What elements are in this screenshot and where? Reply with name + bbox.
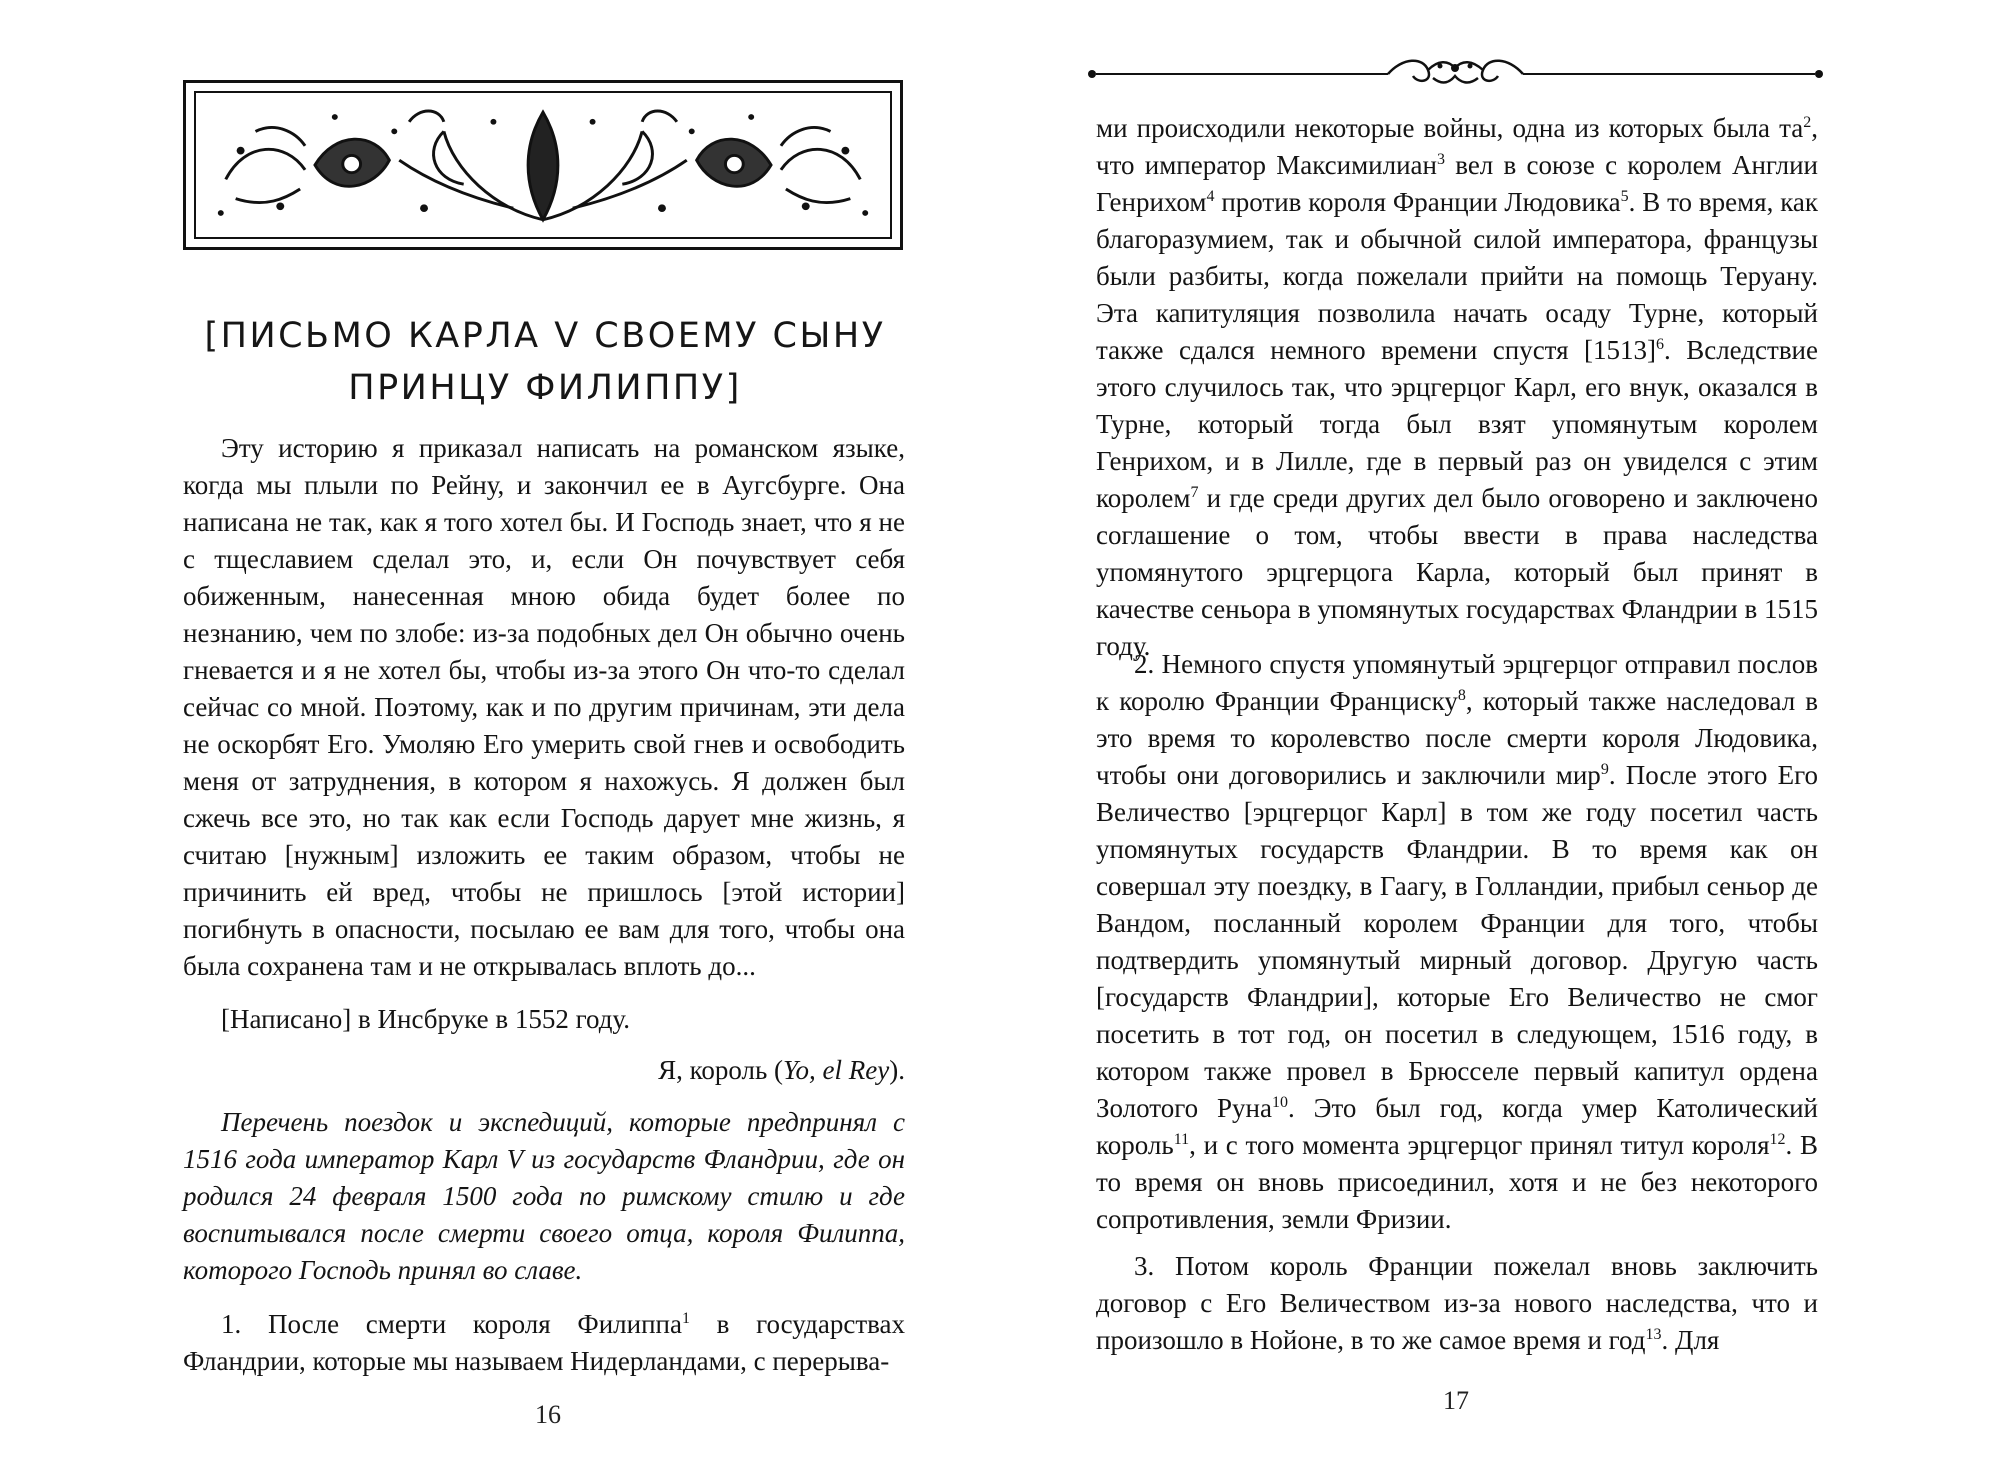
footnote-ref[interactable]: 4 [1206,188,1215,205]
page-number-right: 17 [1443,1386,1469,1415]
signature-suffix: ). [889,1055,905,1085]
footnote-ref[interactable]: 10 [1272,1094,1288,1111]
continuation-paragraph [1096,110,1818,665]
paragraph-1 [183,1306,905,1380]
footnote-ref[interactable]: 1 [681,1310,690,1327]
continuation-text-6: . Вследствие этого случилось так, что эрцгерцог Карл, его внук, оказался в Турне, который тогда был взят упомянутым королем Генрихом, и в Лилле, где в первый раз он увиделся с этим королем [1096,335,1818,513]
paragraph-2-text-d: . Это был год, когда умер Католический король [1096,1093,1818,1160]
continuation-text-2: , что император Максимилиан [1096,113,1818,180]
floral-ornament-icon [196,93,890,237]
paragraph-1-text-b: в государствах Фландрии, которые мы называем Нидерландами, с перерыва- [183,1309,905,1376]
paragraph-2-text-f: . В то время он вновь присоединил, хотя и не без некоторого сопротивления, земли Фризии. [1096,1130,1818,1234]
written-line [183,1001,905,1038]
paragraph-2-text-a: 2. Немного спустя упомянутый эрцгерцог отправил послов к королю Франции Франциску [1096,649,1818,716]
paragraph-3 [1096,1248,1818,1359]
page-number-left: 16 [535,1400,561,1429]
continuation-text-3: вел в союзе с королем Англии Генрихом [1096,150,1819,217]
signature-italic: Yo, el Rey [783,1055,890,1085]
paragraph-2-text-e: , и с того момента эрцгерцог принял титул короля [1189,1130,1770,1160]
footnote-ref[interactable]: 9 [1600,761,1609,778]
intro-paragraph [183,430,905,985]
paragraph-2-text-b: , который также наследовал в это время то королевство после смерти короля Людовика, чтобы они договорились и заключили мир [1096,686,1818,790]
itinerary-intro [183,1104,905,1289]
footnote-ref[interactable]: 11 [1173,1131,1190,1148]
continuation-text-7: и где среди других дел было оговорено и заключено соглашение о том, чтобы ввести в права наследства упомянутого эрцгерцога Карла, который был принят в качестве сеньора в упомянутых государствах Фландрии в 1515 году. [1096,483,1818,661]
paragraph-3-text-b: . Для [1661,1325,1720,1355]
paragraph-2 [1096,646,1818,1238]
continuation-text-5: . В то время, как благоразумием, так и обычной силой императора, французы были разбиты, когда пожелали прийти на помощь Теруану. Эта капитуляция позволила начать осаду Турне, который также сдался немного времени спустя [1513] [1096,187,1818,365]
written-line-text: [Написано] в Инсбруке в 1552 году. [221,1004,630,1034]
footnote-ref[interactable]: 6 [1655,336,1664,353]
signature-prefix: Я, король ( [658,1055,784,1085]
signature-line [183,1052,905,1089]
paragraph-1-text-a: 1. После смерти короля Филиппа [221,1309,682,1339]
footnote-ref[interactable]: 2 [1803,114,1812,131]
continuation-text-1: ми происходили некоторые войны, одна из которых была та [1096,113,1804,143]
footnote-ref[interactable]: 7 [1190,484,1199,501]
chapter-title-line-2: ПРИНЦУ ФИЛИППУ] [348,368,742,408]
ornament-headpiece [183,80,903,250]
intro-paragraph-text: Эту историю я приказал написать на романском языке, когда мы плыли по Рейну, и закончил ее в Аугсбурге. Она написана не так, как я того хотел бы. И Господь знает, что я не с тщеславием сделал это, и, если Он почувствует себя обиженным, нанесенная мною обида будет более по незнанию, чем по злобе: из-за подобных дел Он обычно очень гневается и я не хотел бы, чтобы из-за этого Он что-то сделал сейчас со мной. Поэтому, как и по другим причинам, эти дела не оскорбят Его. Умоляю Его умерить свой гнев и освободить меня от затруднения, в котором я нахожусь. Я должен был сжечь все это, но так как если Господь дарует мне жизнь, я считаю [нужным] изложить ее таким образом, чтобы не причинить ей вред, чтобы не пришлось [этой истории] погибнуть в опасности, посылаю ее вам для того, чтобы она была сохранена там и не открывалась вплоть до... [183,433,905,981]
scroll-ornament-icon [1088,52,1823,88]
footnote-ref[interactable]: 8 [1457,687,1466,704]
chapter-title [150,310,940,414]
footnote-ref[interactable]: 5 [1620,188,1629,205]
paragraph-2-text-c: . После этого Его Величество [эрцгерцог Карл] в том же году посетил часть упомянутых государств Фландрии. В то время как он совершал эту поездку, в Гаагу, в Голландии, прибыл сеньор де Вандом, посланный королем Франции для того, чтобы подтвердить упомянутый мирный договор. Другую часть [государств Фландрии], которые Его Величество не смог посетить в тот год, он посетил в следующем, 1516 году, в котором также провел в Брюсселе первый капитул ордена Золотого Руна [1096,760,1818,1123]
footnote-ref[interactable]: 12 [1769,1131,1786,1148]
footnote-ref[interactable]: 13 [1645,1326,1662,1343]
chapter-title-line-1: [ПИСЬМО КАРЛА V СВОЕМУ СЫНУ [204,316,886,356]
paragraph-3-text-a: 3. Потом король Франции пожелал вновь заключить договор с Его Величеством из-за нового наследства, что и произошло в Нойоне, в то же самое время и год [1096,1251,1818,1355]
footnote-ref[interactable]: 3 [1436,151,1445,168]
itinerary-intro-text: Перечень поездок и экспедиций, которые предпринял с 1516 года император Карл V из государств Фландрии, где он родился 24 февраля 1500 года по римскому стилю и где воспитывался после смерти своего отца, короля Филиппа, которого Господь принял во славе. [183,1107,905,1285]
decorative-headrule [1088,52,1823,88]
continuation-text-4: против короля Франции Людовика [1214,187,1621,217]
